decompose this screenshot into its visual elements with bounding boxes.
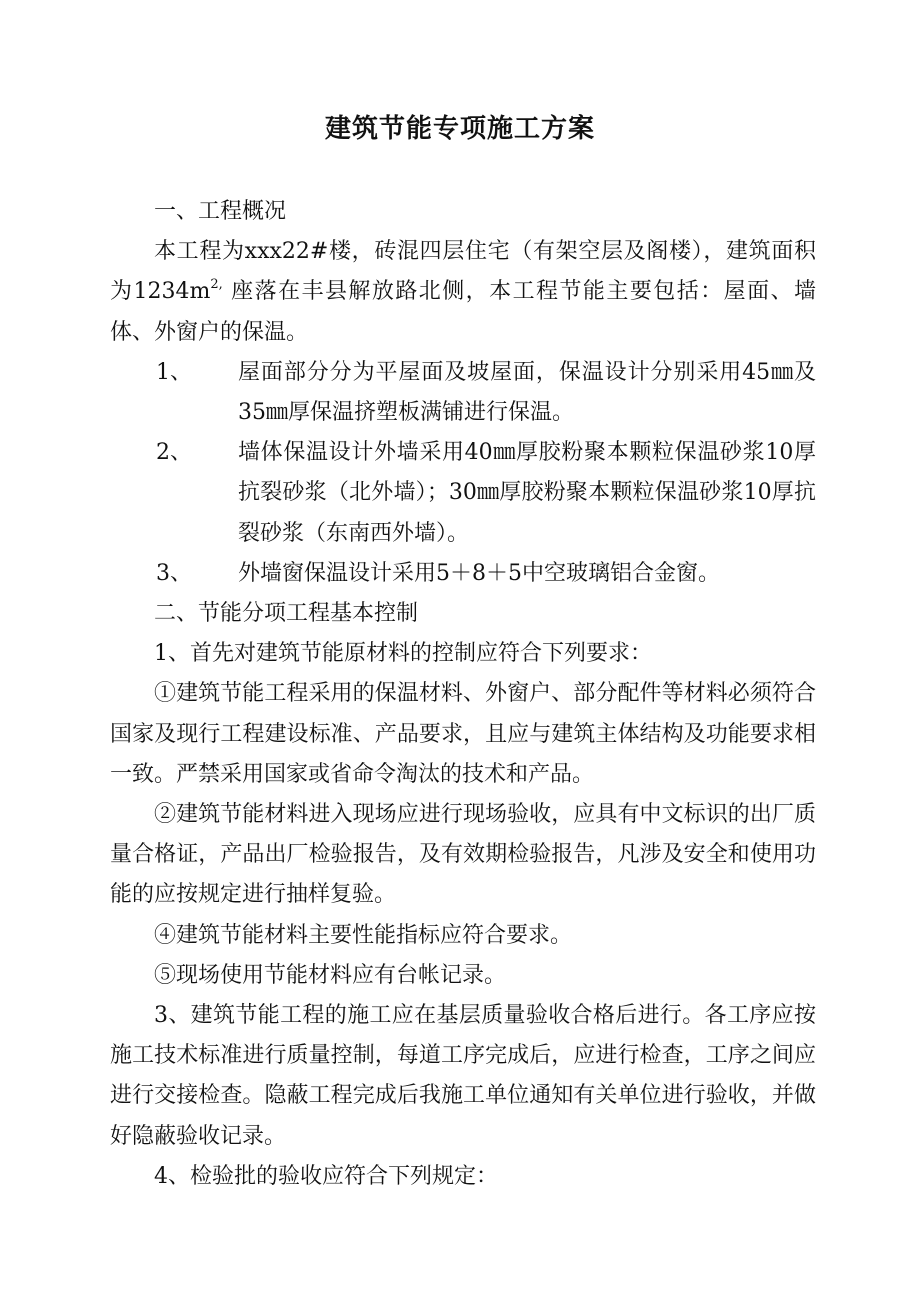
document-body <box>110 192 816 1197</box>
overview-text-a: 本工程为xxx22#楼，砖混四层住宅（有架空层及阁楼），建筑面积为1234m <box>110 239 816 305</box>
paragraph: 1、首先对建筑节能原材料的控制应符合下列要求： <box>154 641 652 667</box>
document-title: 建筑节能专项施工方案 <box>324 114 595 144</box>
list-item-text: 外墙窗保温设计采用5＋8＋5中空玻璃铝合金窗。 <box>238 560 720 586</box>
paragraph: 3、建筑节能工程的施工应在基层质量验收合格后进行。各工序应按施工技术标准进行质量控制，每道工序完成后，应进行检查，工序之间应进行交接检查。隐蔽工程完成后我施工单位通知有关单位进行验收，并做好隐蔽验收记录。 <box>110 1003 816 1149</box>
paragraph: ⑤现场使用节能材料应有台帐记录。 <box>154 962 507 988</box>
list-item-number: 3、 <box>156 560 192 586</box>
list-item-number: 2、 <box>156 440 192 466</box>
area-unit-superscript: 2, <box>210 277 223 293</box>
list-item <box>110 433 816 554</box>
list-item <box>110 554 816 594</box>
list-item-number: 1、 <box>156 359 192 385</box>
paragraph: ①建筑节能工程采用的保温材料、外窗户、部分配件等材料必须符合国家及现行工程建设标准、产品要求，且应与建筑主体结构及功能要求相一致。严禁采用国家或省命令淘汰的技术和产品。 <box>110 681 816 787</box>
overview-text-b: 座落在丰县解放路北侧，本工程节能主要包括：屋面、墙体、外窗户的保温。 <box>110 279 816 345</box>
paragraph: ②建筑节能材料进入现场应进行现场验收，应具有中文标识的出厂质量合格证，产品出厂检验报告，及有效期检验报告，凡涉及安全和使用功能的应按规定进行抽样复验。 <box>110 802 816 908</box>
list-item <box>110 353 816 433</box>
list-item-text: 墙体保温设计外墙采用40㎜厚胶粉聚本颗粒保温砂浆10厚抗裂砂浆（北外墙）；30㎜厚胶粉聚本颗粒保温砂浆10厚抗裂砂浆（东南西外墙）。 <box>238 440 816 546</box>
paragraph: ④建筑节能材料主要性能指标应符合要求。 <box>154 922 573 948</box>
list-item-text: 屋面部分分为平屋面及坡屋面，保温设计分别采用45㎜及35㎜厚保温挤塑板满铺进行保温。 <box>238 359 816 426</box>
paragraph: 4、检验批的验收应符合下列规定： <box>154 1163 498 1189</box>
section2-heading: 二、节能分项工程基本控制 <box>154 601 419 627</box>
section1-heading: 一、工程概况 <box>154 199 287 224</box>
project-overview-paragraph <box>110 232 816 353</box>
